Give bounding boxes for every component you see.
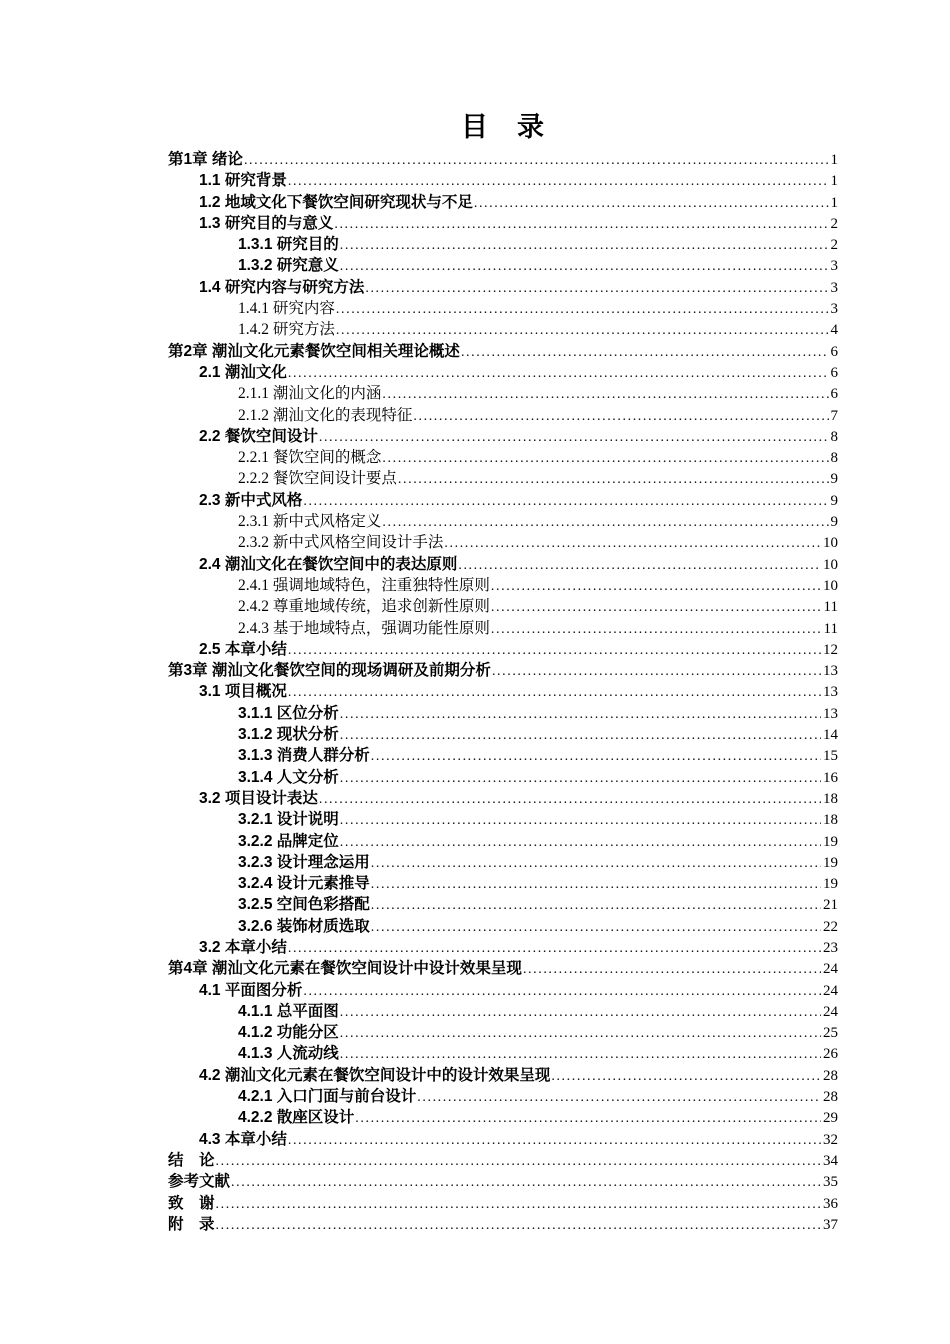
toc-entry-label: 2.2.2 餐饮空间设计要点 [238,470,397,488]
dot-leader [334,214,828,235]
toc-entry[interactable] [168,234,838,255]
dot-leader [340,1044,821,1065]
toc-entry-label: 2.4.1 强调地域特色，注重独特性原则 [238,576,490,594]
toc-entry[interactable] [168,958,838,979]
toc-entry-page: 10 [823,577,838,594]
toc-entry-page: 32 [823,1131,838,1148]
toc-entry[interactable] [168,1171,838,1192]
toc-entry[interactable] [168,937,838,958]
toc-entry[interactable] [168,1022,838,1043]
dot-leader [382,512,828,533]
dot-leader [371,917,821,938]
toc-entry[interactable] [168,618,838,639]
toc-entry-page: 3 [830,258,838,275]
dot-leader [492,661,821,682]
dot-leader [340,1002,821,1023]
dot-leader [371,895,821,916]
toc-entry[interactable] [168,1150,838,1171]
toc-entry-page: 8 [830,450,838,467]
dot-leader [340,256,829,277]
toc-entry[interactable] [168,681,838,702]
toc-entry[interactable] [168,405,838,426]
toc-entry-page: 2 [830,215,838,232]
toc-entry[interactable] [168,170,838,191]
dot-leader [319,789,821,810]
dot-leader [303,491,828,512]
toc-entry-page: 1 [830,173,838,190]
toc-entry-page: 11 [823,599,838,616]
dot-leader [461,342,829,363]
toc-entry-label: 3.2.3 设计理念运用 [238,853,370,871]
toc-entry[interactable] [168,639,838,660]
dot-leader [551,1066,821,1087]
toc-entry-page: 15 [823,748,838,765]
toc-entry-label: 2.1 潮汕文化 [199,363,287,381]
toc-entry-page: 10 [823,556,838,573]
toc-entry[interactable] [168,277,838,298]
toc-entry[interactable] [168,660,838,681]
toc-entry-label: 4.2.1 入口门面与前台设计 [238,1088,417,1106]
dot-leader [288,171,829,192]
dot-leader [355,1108,821,1129]
toc-entry-label: 3.2.5 空间色彩搭配 [238,896,370,914]
toc-entry-label: 4.1.2 功能分区 [238,1024,339,1042]
dot-leader [303,981,821,1002]
toc-entry-page: 14 [823,727,838,744]
toc-entry[interactable] [168,809,838,830]
toc-entry-page: 6 [830,343,838,360]
toc-entry-label: 参考文献 [168,1173,231,1191]
dot-leader [340,1023,821,1044]
toc-entry-page: 19 [823,854,838,871]
toc-entry-label: 1.3 研究目的与意义 [199,214,334,232]
toc-entry-page: 22 [823,918,838,935]
dot-leader [340,768,821,789]
dot-leader [458,555,821,576]
toc-entry-label: 3.2 项目设计表达 [199,789,318,807]
toc-entry[interactable] [168,149,838,170]
toc-entry[interactable] [168,298,838,319]
toc-entry[interactable] [168,468,838,489]
toc-entry-label: 3.1.4 人文分析 [238,768,339,786]
toc-entry-label: 1.4.2 研究方法 [238,321,335,339]
toc-entry-label: 2.1.1 潮汕文化的内涵 [238,385,382,403]
toc-entry-label: 2.5 本章小结 [199,640,287,658]
toc-entry-label: 结 论 [168,1151,215,1169]
toc-entry-page: 8 [830,428,838,445]
toc-entry-page: 9 [830,514,838,531]
dot-leader [336,320,829,341]
toc-entry-label: 4.2 潮汕文化元素在餐饮空间设计中的设计效果呈现 [199,1066,551,1084]
toc-title: 目 录 [461,112,545,142]
toc-entry[interactable] [168,1001,838,1022]
toc-entry-label: 第3章 潮汕文化餐饮空间的现场调研及前期分析 [168,662,491,680]
toc-entry-page: 7 [830,407,838,424]
toc-entry[interactable] [168,1086,838,1107]
toc-entry[interactable] [168,894,838,915]
toc-entry-page: 6 [830,364,838,381]
dot-leader [288,1130,821,1151]
toc-entry-page: 13 [823,684,838,701]
toc-entry-page: 18 [823,812,838,829]
toc-entry-page: 26 [823,1046,838,1063]
toc-entry-label: 2.1.2 潮汕文化的表现特征 [238,406,413,424]
toc-entry-label: 2.2 餐饮空间设计 [199,427,318,445]
toc-entry[interactable] [168,1107,838,1128]
toc-entry-page: 1 [830,152,838,168]
toc-entry-label: 3.2.6 装饰材质选取 [238,917,370,935]
toc-entry-label: 3.2 本章小结 [199,938,287,956]
toc-entry[interactable] [168,788,838,809]
dot-leader [398,469,829,490]
toc-entry[interactable] [168,831,838,852]
toc-entry-label: 3.1.3 消费人群分析 [238,747,370,765]
toc-entry-label: 4.2.2 散座区设计 [238,1109,355,1127]
dot-leader [216,1215,821,1236]
toc-entry-page: 25 [823,1025,838,1042]
dot-leader [491,597,822,618]
dot-leader [231,1172,821,1193]
dot-leader [216,1151,821,1172]
toc-entry-page: 6 [830,386,838,403]
toc-entry[interactable] [168,213,838,234]
toc-entry-page: 2 [830,237,838,254]
toc-entry[interactable] [168,341,838,362]
dot-leader [417,1087,821,1108]
toc-entry-label: 2.4.2 尊重地域传统，追求创新性原则 [238,598,490,616]
toc-entry[interactable] [168,426,838,447]
toc-entry[interactable] [168,1065,838,1086]
toc-entry-page: 13 [823,663,838,680]
dot-leader [288,938,821,959]
toc-entry-page: 21 [823,897,838,914]
dot-leader [523,959,821,980]
toc-entry-page: 11 [823,620,838,637]
dot-leader [340,704,821,725]
toc-entry-label: 第4章 潮汕文化元素在餐饮空间设计中设计效果呈现 [168,960,522,978]
dot-leader [491,619,822,640]
toc-entry-label: 第2章 潮汕文化元素餐饮空间相关理论概述 [168,342,460,360]
dot-leader [371,853,821,874]
toc-entry[interactable] [168,703,838,724]
toc-entry[interactable] [168,554,838,575]
toc-entry[interactable] [168,490,838,511]
toc-entry-label: 第1章 绪论 [168,151,243,168]
dot-leader [340,725,821,746]
toc-entry[interactable] [168,362,838,383]
toc-entry[interactable] [168,1129,838,1150]
toc-entry-label: 1.3.2 研究意义 [238,257,339,275]
toc-entry-page: 9 [830,492,838,509]
toc-entry-label: 2.3 新中式风格 [199,491,303,509]
toc-entry[interactable] [168,1214,838,1235]
toc-entry-page: 18 [823,790,838,807]
toc-entry[interactable] [168,873,838,894]
dot-leader [244,150,829,171]
toc-entry-label: 4.1.3 人流动线 [238,1045,339,1063]
dot-leader [444,533,821,554]
toc-entry-page: 4 [830,322,838,339]
toc-entry-label: 3.2.4 设计元素推导 [238,875,370,893]
dot-leader [382,448,828,469]
toc-entry[interactable] [168,511,838,532]
dot-leader [413,406,828,427]
toc-entry-page: 36 [823,1195,838,1212]
toc-entry-label: 1.4.1 研究内容 [238,300,335,318]
toc-entry[interactable] [168,575,838,596]
toc-entry-label: 2.3.1 新中式风格定义 [238,513,382,531]
toc-entry-page: 3 [830,301,838,318]
toc-entry-label: 1.4 研究内容与研究方法 [199,278,365,296]
toc-entry-page: 24 [823,982,838,999]
dot-leader [340,810,821,831]
toc-entry-label: 1.1 研究背景 [199,172,287,190]
toc-entry[interactable] [168,745,838,766]
toc-entry-page: 24 [823,961,838,978]
toc-list [168,149,838,1235]
dot-leader [336,299,829,320]
dot-leader [340,235,829,256]
toc-entry-page: 37 [823,1216,838,1233]
toc-entry-page: 12 [823,641,838,658]
toc-entry[interactable] [168,319,838,340]
toc-entry-label: 2.4.3 基于地域特点，强调功能性原则 [238,619,490,637]
toc-entry-page: 24 [823,1003,838,1020]
toc-entry[interactable] [168,724,838,745]
toc-entry-label: 2.2.1 餐饮空间的概念 [238,449,382,467]
toc-entry-label: 1.3.1 研究目的 [238,236,339,254]
toc-entry-label: 3.2.1 设计说明 [238,811,339,829]
toc-entry-page: 10 [823,535,838,552]
toc-entry-page: 9 [830,471,838,488]
dot-leader [474,193,829,214]
toc-entry-page: 29 [823,1110,838,1127]
toc-entry-label: 2.3.2 新中式风格空间设计手法 [238,534,444,552]
toc-entry-label: 3.1 项目概况 [199,683,287,701]
dot-leader [382,384,828,405]
toc-entry-page: 35 [823,1174,838,1191]
toc-entry[interactable] [168,1043,838,1064]
toc-entry[interactable] [168,767,838,788]
dot-leader [340,832,821,853]
dot-leader [319,427,829,448]
toc-entry-page: 23 [823,939,838,956]
toc-entry-page: 34 [823,1152,838,1169]
toc-entry-label: 3.1.1 区位分析 [238,704,339,722]
toc-entry-page: 28 [823,1067,838,1084]
toc-entry[interactable] [168,447,838,468]
toc-entry[interactable] [168,980,838,1001]
toc-entry[interactable] [168,192,838,213]
toc-entry[interactable] [168,1193,838,1214]
dot-leader [288,363,829,384]
toc-entry[interactable] [168,383,838,404]
toc-entry[interactable] [168,916,838,937]
toc-entry-label: 4.3 本章小结 [199,1130,287,1148]
toc-entry-page: 19 [823,876,838,893]
dot-leader [491,576,821,597]
toc-entry-label: 1.2 地域文化下餐饮空间研究现状与不足 [199,193,473,211]
toc-entry-page: 1 [830,194,838,211]
dot-leader [371,746,821,767]
toc-entry-label: 致 谢 [168,1194,215,1212]
toc-entry-label: 4.1.1 总平面图 [238,1002,339,1020]
toc-entry[interactable] [168,255,838,276]
toc-entry[interactable] [168,596,838,617]
dot-leader [365,278,828,299]
toc-entry-page: 28 [823,1089,838,1106]
dot-leader [288,682,821,703]
toc-entry-label: 3.1.2 现状分析 [238,726,339,744]
toc-entry-label: 附 录 [168,1215,215,1233]
toc-entry[interactable] [168,852,838,873]
toc-entry[interactable] [168,532,838,553]
toc-entry-label: 2.4 潮汕文化在餐饮空间中的表达原则 [199,555,458,573]
toc-entry-label: 4.1 平面图分析 [199,981,303,999]
toc-entry-label: 3.2.2 品牌定位 [238,832,339,850]
toc-entry-page: 3 [830,279,838,296]
toc-entry-page: 13 [823,705,838,722]
toc-entry-page: 16 [823,769,838,786]
dot-leader [216,1194,821,1215]
dot-leader [371,874,821,895]
toc-entry-page: 19 [823,833,838,850]
dot-leader [288,640,821,661]
